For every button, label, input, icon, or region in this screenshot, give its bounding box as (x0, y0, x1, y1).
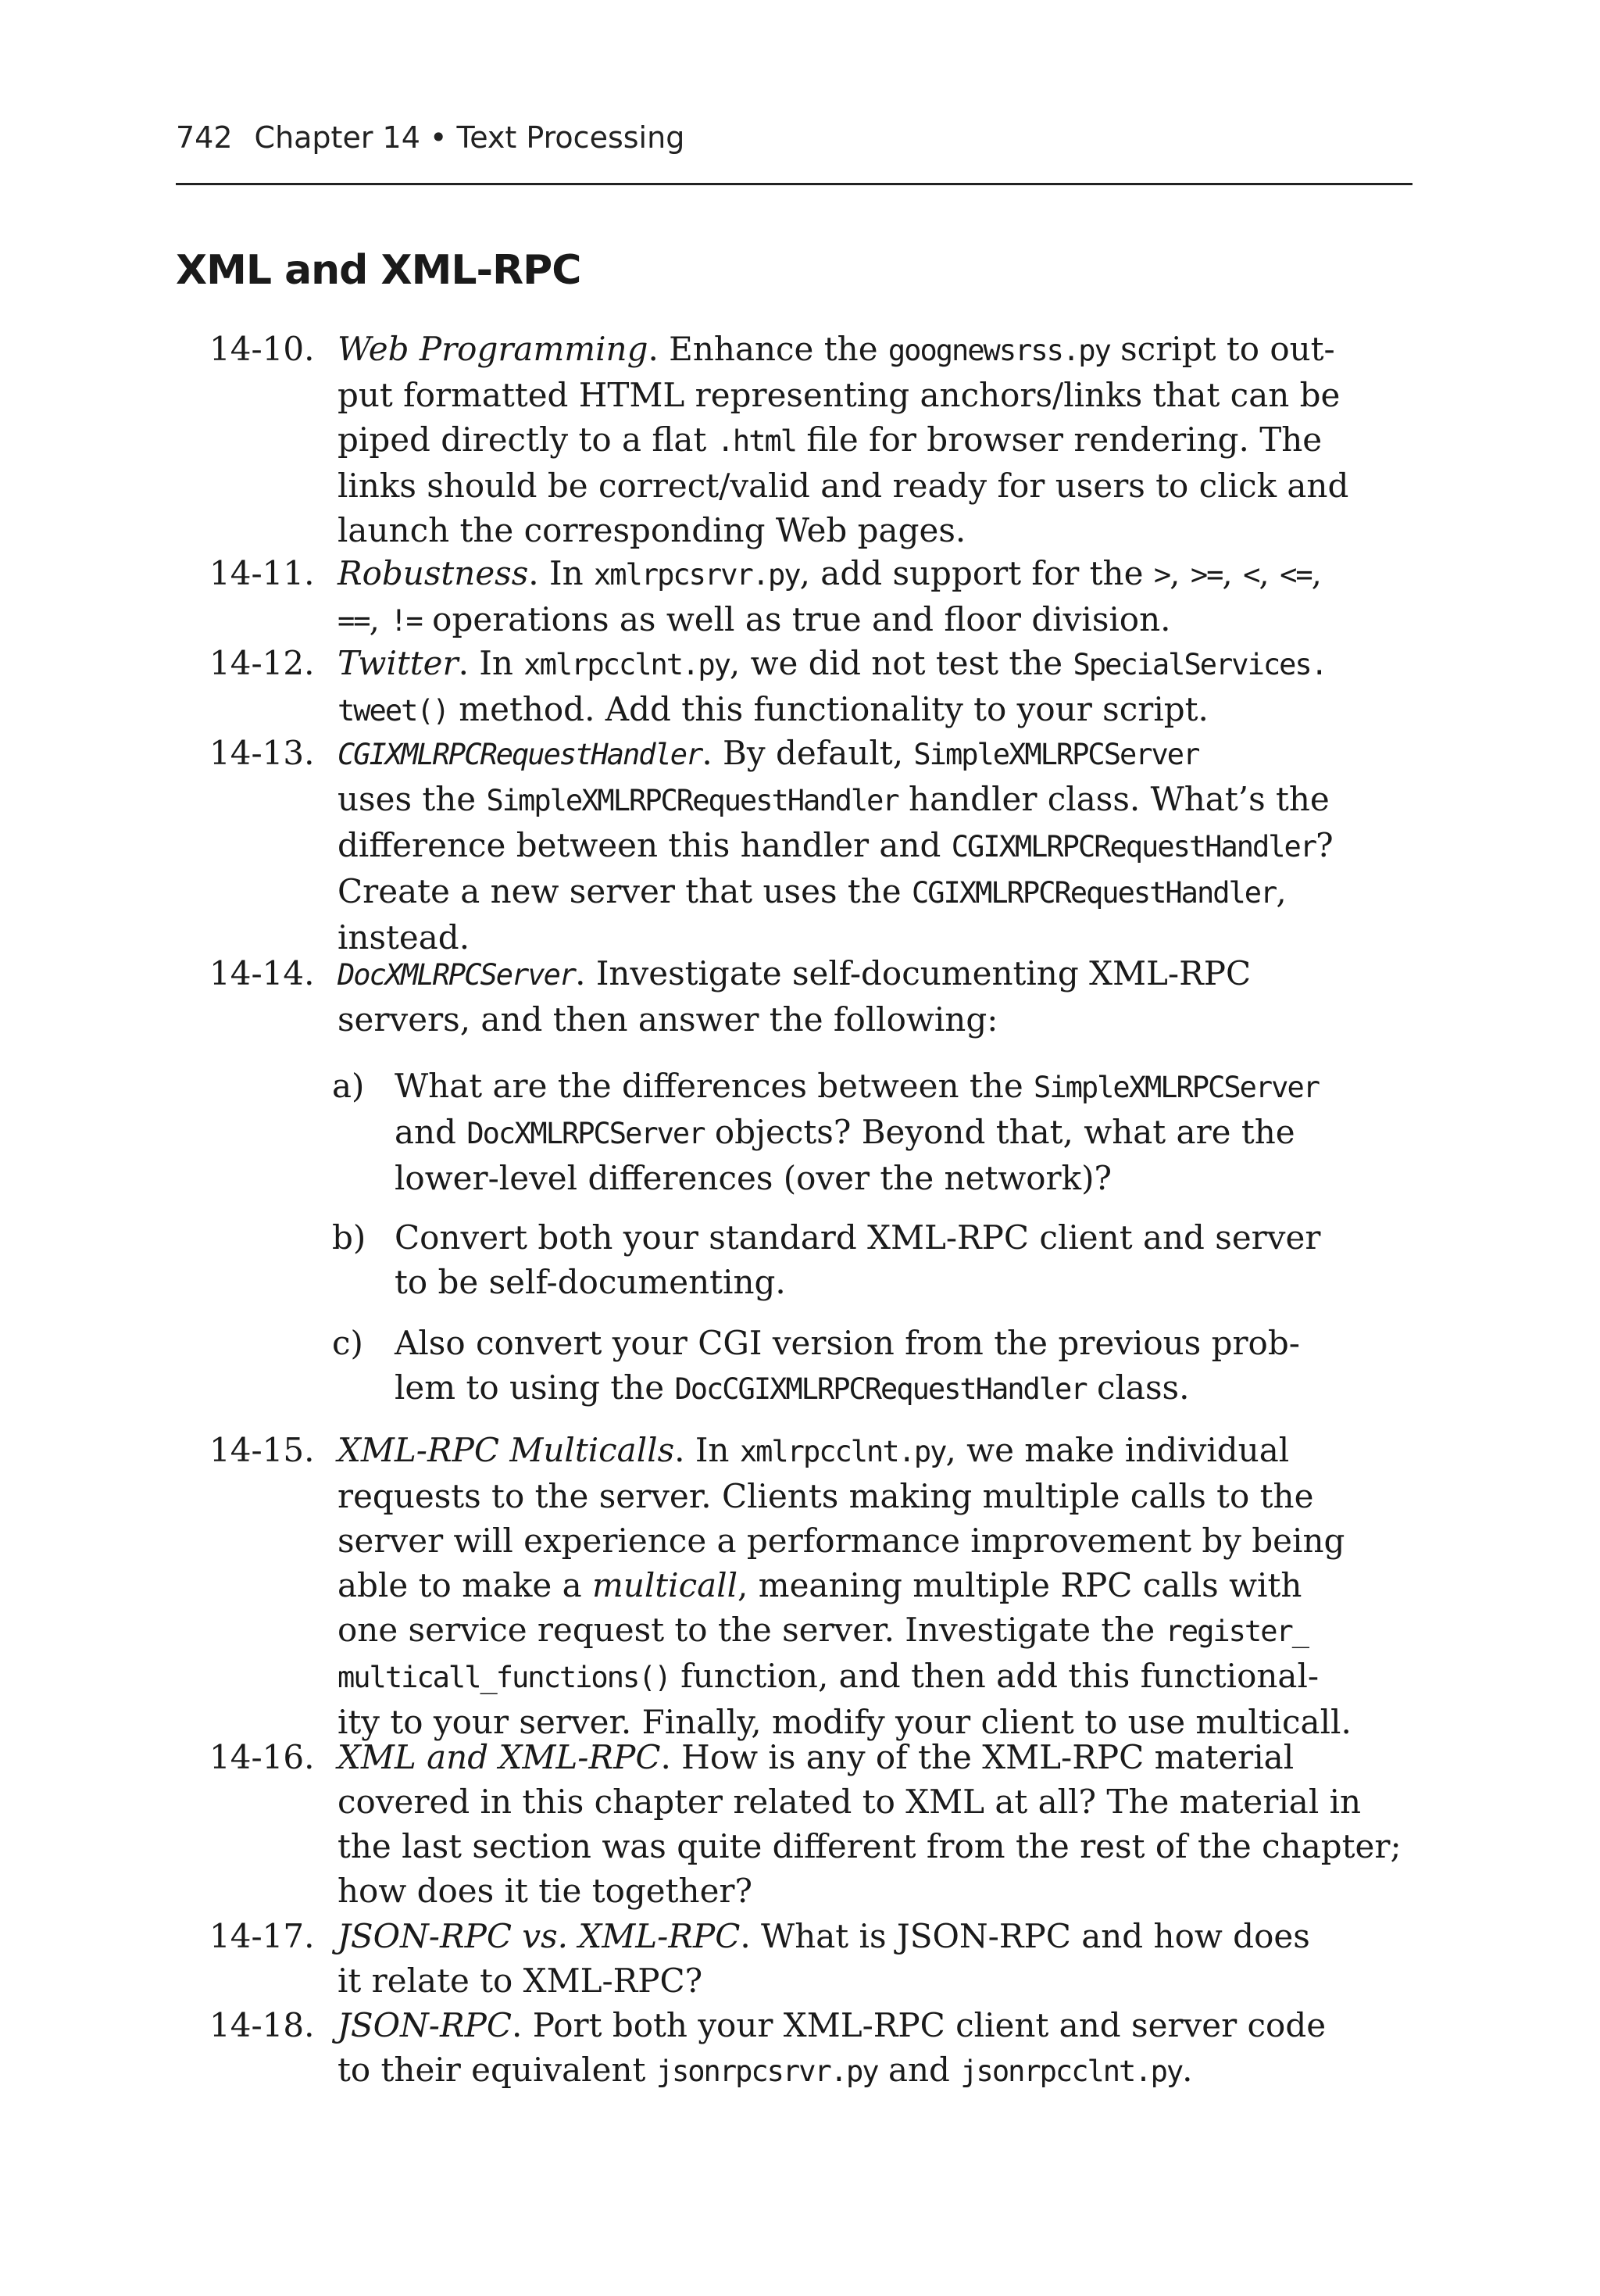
code-span: register_ (1165, 1615, 1309, 1648)
text-line (338, 1824, 1402, 1869)
subitem-body (395, 1321, 1371, 1411)
text-run: to their equivalent (338, 2051, 656, 2089)
italic-title: Twitter (338, 644, 459, 682)
text-line (338, 1428, 1367, 1474)
exercise-number: 14-17. (209, 1917, 315, 1955)
text-run: , (1276, 872, 1287, 910)
italic-title: Robustness (338, 554, 529, 592)
text-run: handler class. What’s the (898, 780, 1330, 818)
text-run: , add support for the (799, 554, 1154, 592)
text-line (338, 1563, 1367, 1608)
exercise-body (338, 641, 1367, 733)
exercise-number: 14-16. (209, 1738, 315, 1776)
text-run: class. (1086, 1368, 1190, 1407)
text-line (338, 463, 1367, 508)
exercise-number: 14-12. (209, 644, 315, 682)
text-run: lower-level differences (over the network)? (395, 1159, 1112, 1197)
text-line (395, 1215, 1371, 1260)
text-line (338, 823, 1367, 869)
code-span: < (1243, 558, 1259, 592)
code-span: <= (1280, 558, 1312, 592)
text-run: servers, and then answer the following: (338, 1000, 998, 1039)
text-line (338, 1869, 1367, 1913)
code-span: > (1153, 558, 1170, 592)
exercise-body (338, 2003, 1367, 2094)
code-title: DocXMLRPCServer (338, 958, 576, 992)
text-run: Convert both your standard XML-RPC client and server (395, 1218, 1321, 1257)
code-span: jsonrpcclnt.py (960, 2055, 1183, 2088)
code-title: CGIXMLRPCRequestHandler (338, 738, 702, 771)
text-line (338, 1474, 1367, 1518)
text-run: What are the differences between the (395, 1067, 1034, 1105)
italic-title: multicall (592, 1566, 738, 1604)
text-run: Create a new server that uses the (338, 872, 912, 910)
code-span: xmlrpcclnt.py (739, 1435, 946, 1468)
code-span: xmlrpcsrvr.py (594, 558, 800, 592)
exercise-body (338, 731, 1367, 960)
text-run: the last section was quite different from the rest of the chapter; (338, 1827, 1402, 1865)
italic-title: Web Programming (338, 330, 648, 368)
text-run: , (1222, 554, 1244, 592)
text-line (338, 731, 1367, 777)
text-run: to be self-documenting. (395, 1263, 786, 1301)
text-run: . Enhance the (648, 330, 888, 368)
text-run: . In (674, 1431, 740, 1469)
italic-title: XML-RPC Multicalls (338, 1431, 675, 1469)
code-span: .html (716, 424, 797, 458)
text-run: ity to your server. Finally, modify your client to use multicall. (338, 1703, 1352, 1741)
text-line (338, 508, 1367, 553)
subitem-label: b) (332, 1218, 366, 1257)
code-span: == (338, 604, 370, 638)
text-line (338, 777, 1367, 823)
text-run: ? (1316, 826, 1334, 864)
text-run: instead. (338, 918, 470, 957)
subitem-body (395, 1064, 1371, 1200)
text-run: requests to the server. Clients making multiple calls to the (338, 1477, 1314, 1515)
running-header (176, 120, 1412, 185)
text-line (338, 1779, 1367, 1824)
text-run: piped directly to a flat (338, 420, 717, 459)
text-run: able to make a (338, 1566, 592, 1604)
text-run: put formatted HTML representing anchors/links that can be (338, 376, 1341, 414)
code-span: SpecialServices. (1073, 648, 1327, 681)
code-span: SimpleXMLRPCServer (913, 738, 1199, 771)
exercise-body (338, 1914, 1367, 2003)
exercise-number: 14-11. (209, 554, 315, 592)
text-run: method. Add this functionality to your script. (448, 690, 1209, 728)
text-line (338, 869, 1367, 915)
text-run: , (1311, 554, 1322, 592)
exercise-body (338, 1428, 1367, 1744)
text-line (395, 1156, 1371, 1200)
text-run: . Port both your XML-RPC client and server code (512, 2006, 1327, 2044)
exercise-number: 14-10. (209, 330, 315, 368)
exercise-body (338, 551, 1367, 643)
exercise-number: 14-14. (209, 954, 315, 992)
text-run: objects? Beyond that, what are the (704, 1113, 1295, 1151)
code-span: SimpleXMLRPCServer (1034, 1071, 1320, 1104)
text-run: . (1182, 2051, 1193, 2089)
text-run: server will experience a performance improvement by being (338, 1522, 1345, 1560)
text-run: . What is JSON-RPC and how does (740, 1917, 1310, 1955)
exercise-number: 14-15. (209, 1431, 315, 1469)
code-span: CGIXMLRPCRequestHandler (911, 876, 1277, 910)
text-line (395, 1110, 1371, 1156)
text-line (338, 1518, 1367, 1563)
text-run: how does it tie together? (338, 1872, 753, 1910)
text-line (338, 2003, 1367, 2047)
text-line (395, 1260, 1371, 1304)
text-run: function, and then add this functional- (670, 1657, 1320, 1695)
text-run: and (877, 2051, 961, 2089)
text-line (338, 551, 1367, 597)
code-span: DocCGIXMLRPCRequestHandler (674, 1372, 1087, 1406)
text-line (338, 1735, 1367, 1779)
text-run: . Investigate self-documenting XML-RPC (575, 954, 1252, 992)
code-span: CGIXMLRPCRequestHandler (951, 830, 1316, 864)
exercise-number: 14-13. (209, 734, 315, 772)
code-span: != (390, 604, 422, 638)
text-line (338, 997, 1367, 1042)
italic-title: JSON-RPC (338, 2006, 512, 2044)
code-span: multicall_functions() (338, 1661, 670, 1694)
text-line (338, 373, 1367, 417)
text-line (395, 1064, 1371, 1110)
text-run: and (395, 1113, 467, 1151)
code-span: tweet() (338, 694, 448, 728)
text-run: lem to using the (395, 1368, 675, 1407)
text-run: . By default, (702, 734, 914, 772)
code-span: DocXMLRPCServer (466, 1117, 705, 1150)
text-run: . In (528, 554, 594, 592)
text-run: , we make individual (945, 1431, 1290, 1469)
text-line (338, 1914, 1367, 1958)
italic-title: XML and XML-RPC (338, 1738, 661, 1776)
subitem-label: c) (332, 1324, 363, 1362)
text-run: , (1170, 554, 1191, 592)
text-line (338, 641, 1367, 687)
text-line (338, 2047, 1367, 2094)
text-run: uses the (338, 780, 487, 818)
text-line (338, 951, 1367, 997)
exercise-body (338, 1735, 1402, 1913)
code-span: SimpleXMLRPCRequestHandler (486, 784, 898, 817)
text-line (338, 687, 1367, 733)
code-span: >= (1190, 558, 1223, 592)
section-title: XML and XML-RPC (176, 247, 581, 294)
text-line (338, 597, 1367, 643)
text-run: , (1259, 554, 1280, 592)
text-run: one service request to the server. Investigate the (338, 1611, 1166, 1649)
text-line (338, 327, 1367, 373)
code-span: xmlrpcclnt.py (523, 648, 730, 681)
subitem-body (395, 1215, 1371, 1304)
page-number: 742 (176, 120, 233, 155)
italic-title: JSON-RPC vs. XML-RPC (338, 1917, 741, 1955)
exercise-body (338, 327, 1367, 553)
exercise-body (338, 951, 1367, 1042)
text-run: , we did not test the (729, 644, 1073, 682)
subitem-label: a) (332, 1067, 365, 1105)
text-run: . How is any of the XML-RPC material (660, 1738, 1295, 1776)
text-run: it relate to XML-RPC? (338, 1962, 703, 2000)
code-span: jsonrpcsrvr.py (655, 2055, 878, 2088)
text-run: . In (458, 644, 524, 682)
text-run: file for browser rendering. The (796, 420, 1323, 459)
exercise-number: 14-18. (209, 2006, 315, 2044)
text-line (395, 1321, 1371, 1365)
text-line (338, 1608, 1367, 1654)
text-line (338, 417, 1367, 463)
text-run: launch the corresponding Web pages. (338, 511, 966, 549)
text-line (338, 1958, 1367, 2003)
text-run: , meaning multiple RPC calls with (738, 1566, 1302, 1604)
text-run: script to out- (1109, 330, 1335, 368)
text-run: operations as well as true and floor division. (421, 600, 1171, 638)
text-run: , (369, 600, 391, 638)
text-run: links should be correct/valid and ready for users to click and (338, 467, 1349, 505)
code-span: goognewsrss.py (888, 334, 1110, 367)
text-run: covered in this chapter related to XML at all? The material in (338, 1783, 1362, 1821)
text-line (338, 1654, 1367, 1700)
text-run: Also convert your CGI version from the previous prob- (395, 1324, 1300, 1362)
running-title: Chapter 14 • Text Processing (254, 120, 685, 155)
text-run: difference between this handler and (338, 826, 952, 864)
text-line (395, 1365, 1371, 1411)
